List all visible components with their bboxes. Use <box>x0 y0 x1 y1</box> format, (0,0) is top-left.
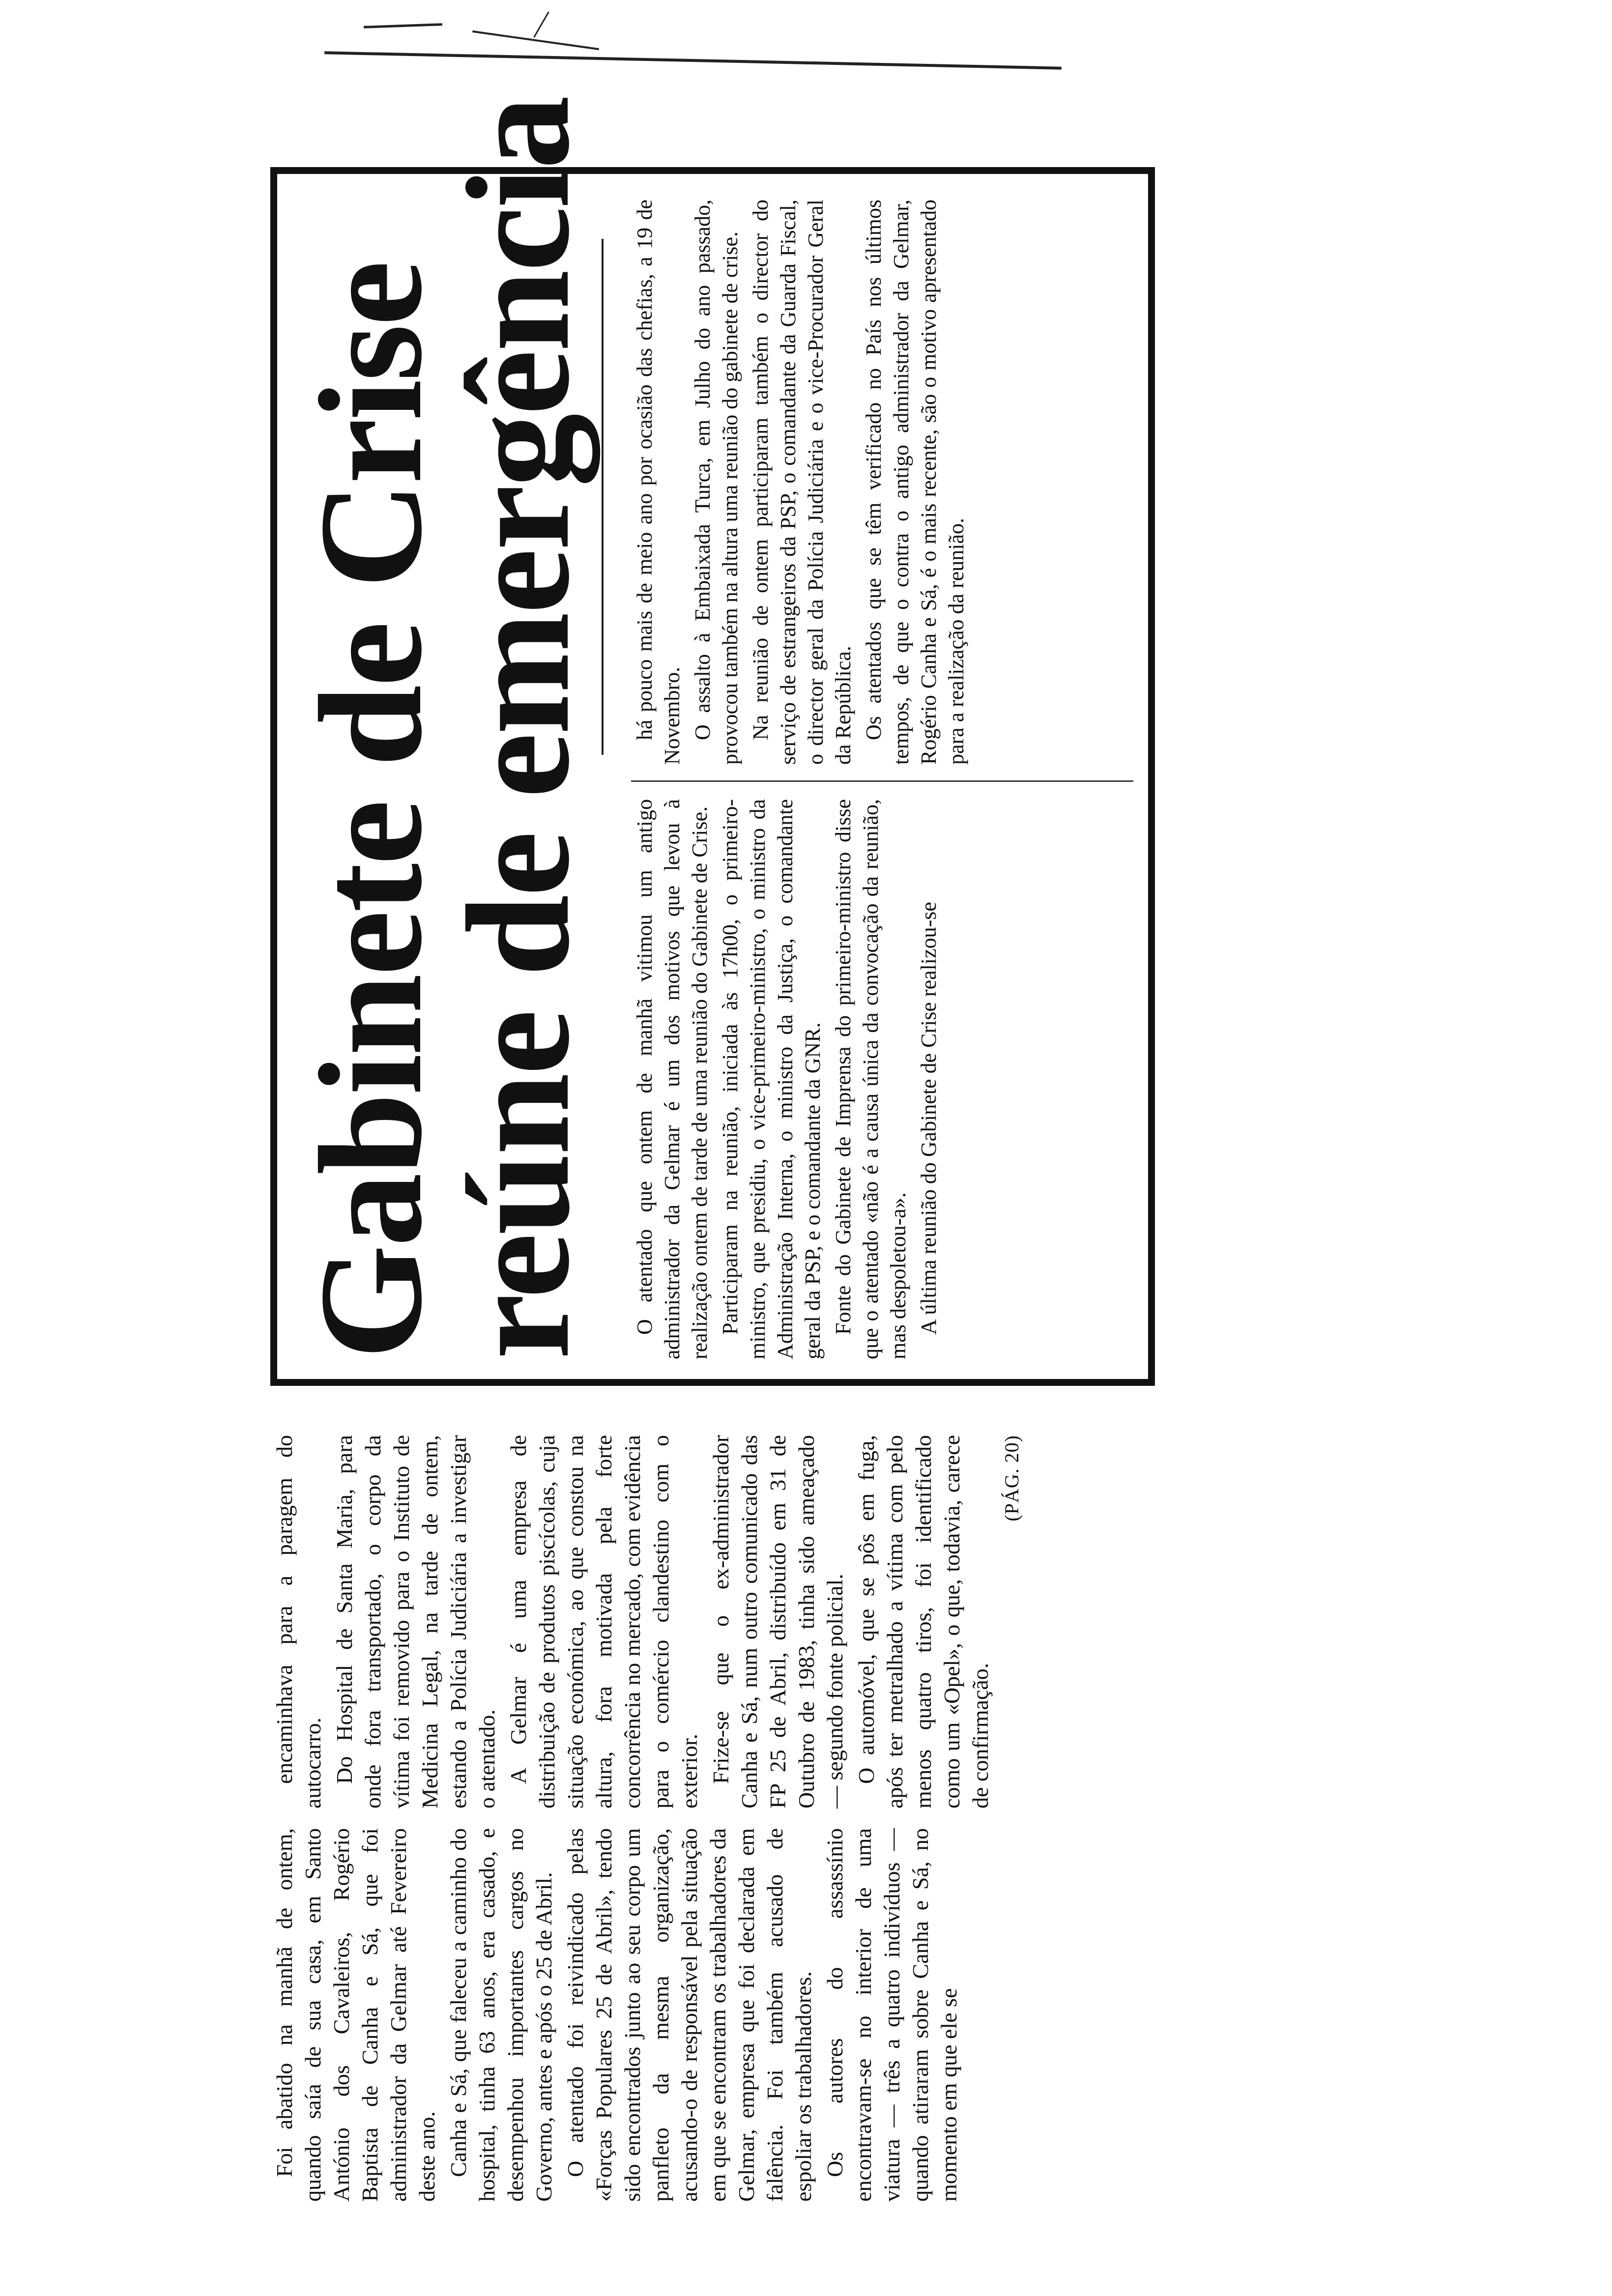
boxed-article-body <box>631 194 1133 1359</box>
scan-mark <box>533 11 549 37</box>
article-paragraph: Canha e Sá, que faleceu a caminho do hospital, tinha 63 anos, era casado, e desempenhou importantes cargos no Governo, antes e após o 25 de Abril. <box>446 1828 556 2202</box>
newspaper-clipping <box>270 97 1165 2202</box>
article-paragraph: Do Hospital de Santa Maria, para onde fora transportado, o corpo da vítima foi removido para o Instituto de Medicina Legal, na tarde de ontem, estando a Polícia Judiciária a investigar o atentado. <box>332 1435 499 1808</box>
headline-line-2: reúne de emergência <box>436 97 600 1359</box>
boxed-column-1 <box>631 799 946 1359</box>
article-paragraph: Foi abatido na manhã de ontem, quando saía de sua casa, em Santo António dos Cavaleiros, Rogério Baptista de Canha e Sá, que foi administrador da Gelmar até Fevereiro deste ano. <box>272 1828 439 2202</box>
article-column-2 <box>270 1435 1026 1808</box>
scan-mark <box>324 51 1062 69</box>
article-paragraph: O assalto à Embaixada Turca, em Julho do ano passado, provocou também na altura uma reunião do gabinete de crise. <box>691 200 742 765</box>
article-paragraph: A Gelmar é uma empresa de distribuição de produtos piscícolas, cuja situação económica, ao que constou na altura, fora motivada pela forte concorrência no mercado, com evidência para o comércio clandestino com o exterior. <box>506 1435 702 1808</box>
article-paragraph: Fonte do Gabinete de Imprensa do primeiro-ministro disse que o atentado «não é a causa única da convocação da reunião, mas despoletou-a». <box>831 799 910 1359</box>
article-paragraph: Os atentados que se têm verificado no País nos últimos tempos, de que o contra o antigo administrador da Gelmar, Rogério Canha e Sá, é o mais recente, são o motivo apresentado para a realização da reunião. <box>862 200 968 765</box>
boxed-column-2 <box>631 200 973 765</box>
article-paragraph: O automóvel, que se pôs em fuga, após ter metralhado a vítima com pelo menos quatro tiros, foi identificado como um «Opel», o que, todavia, carece de confirmação. <box>854 1435 993 1808</box>
page-reference: (PÁG. 20) <box>1001 1435 1023 1521</box>
article-paragraph: O atentado foi reivindicado pelas «Forças Populares 25 de Abril», tendo sido encontrados junto ao seu corpo um panfleto da mesma organização, acusando-o de responsável pela situação em que se encontram os trabalhadores da Gelmar, empresa que foi declarada em falência. Foi também acusado de espoliar os trabalhadores. <box>563 1828 816 2202</box>
article-paragraph: há pouco mais de meio ano por ocasião das chefias, a 19 de Novembro. <box>633 200 684 765</box>
article-paragraph: A última reunião do Gabinete de Crise realizou-se <box>917 902 941 1335</box>
article-paragraph: Os autores do assassínio encontravam-se no interior de uma viatura — três a quatro indivíduos — quando atiraram sobre Canha e Sá, no momento em que ele se <box>822 1828 961 2202</box>
article-paragraph: encaminhava para a paragem do autocarro. <box>272 1435 325 1808</box>
scan-mark <box>364 23 442 29</box>
article-paragraph: Frize-se que o ex-administrador Canha e Sá, num outro comunicado das FP 25 de Abril, distribuído em 31 de Outubro de 1983, tinha sido ameaçado — segundo fonte policial. <box>708 1435 847 1808</box>
boxed-article <box>270 97 1155 1386</box>
headline-line-1: Gabinete de Crise <box>289 262 452 1359</box>
column-divider <box>631 780 1133 782</box>
article-paragraph: Na reunião de ontem participaram também o director do serviço de estrangeiros da PSP, o comandante da Guarda Fiscal, o director geral da Polícia Judiciária e o vice-Procurador Geral da República. <box>748 200 855 765</box>
divider <box>602 239 604 755</box>
article-column-1 <box>270 1828 966 2202</box>
article-paragraph: Participaram na reunião, iniciada às 17h00, o primeiro-ministro, que presidiu, o vice-primeiro-ministro, o ministro da Administração Interna, o ministro da Justiça, o comandante geral da PSP, e o comandante da GNR. <box>718 799 825 1359</box>
article-paragraph: O atentado que ontem de manhã vitimou um antigo administrador da Gelmar é um dos motivos que levou à realização ontem de tarde de uma reunião do Gabinete de Crise. <box>633 799 712 1359</box>
